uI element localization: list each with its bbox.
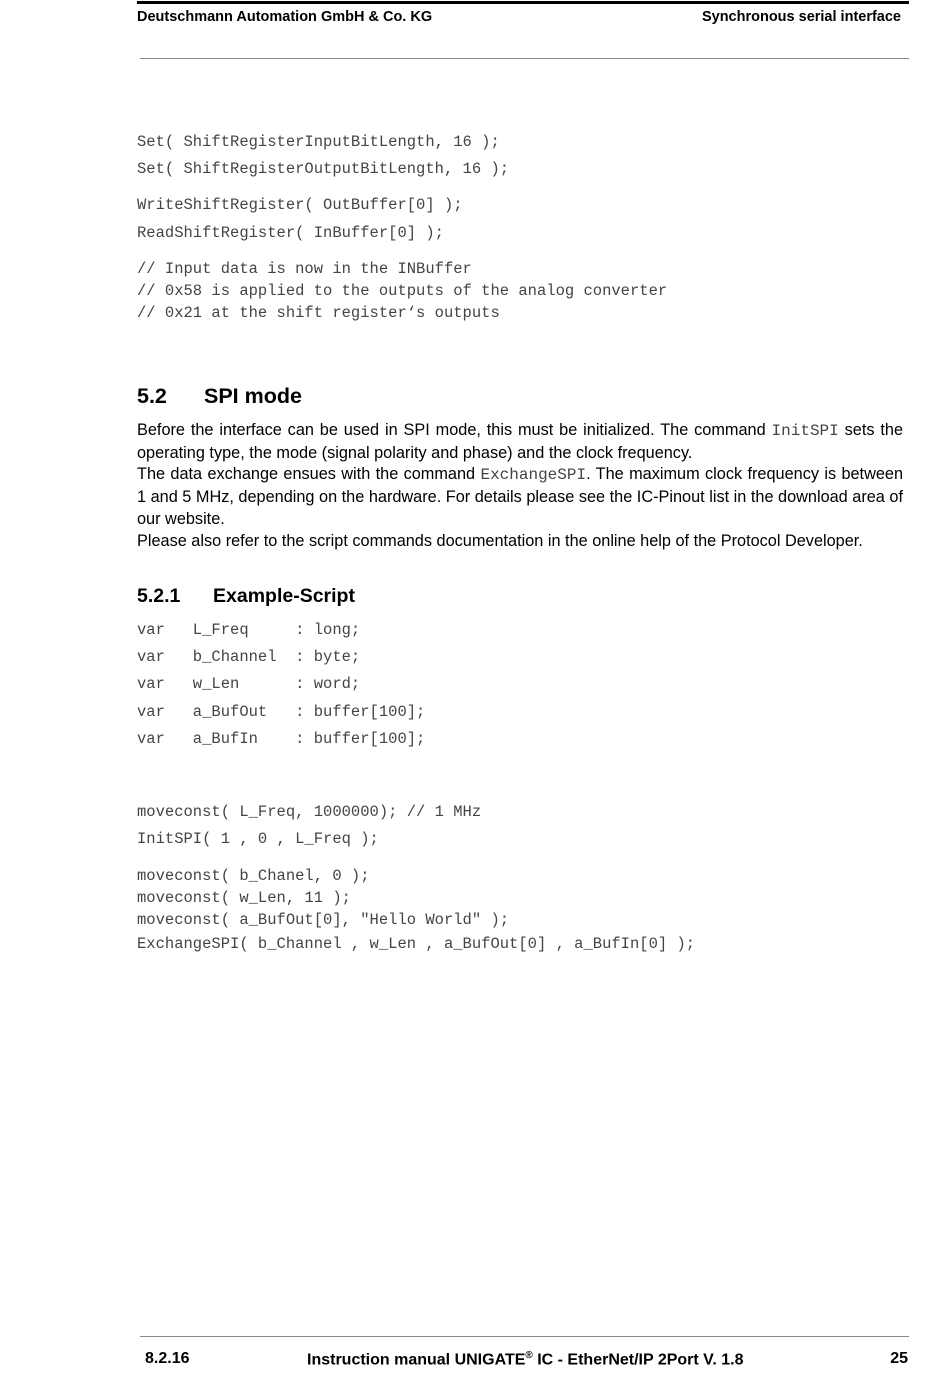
paragraph: Before the interface can be used in SPI mode, this must be initialized. The command InitSPI sets the operating type, the mode (signal polarity and phase) and the clock frequency. [137,421,903,462]
footer-page-number: 25 [890,1350,908,1367]
section-body [137,420,903,552]
header-chapter: Synchronous serial interface [701,9,901,25]
code-line: Set( ShiftRegisterInputBitLength, 16 ); [137,133,500,151]
code-line: moveconst( w_Len, 11 ); [137,889,351,907]
inline-command: InitSPI [771,422,839,440]
subsection-heading [137,585,355,608]
subsection-title: Example-Script [213,585,355,607]
code-line: Set( ShiftRegisterOutputBitLength, 16 ); [137,160,510,178]
code-comment: // 0x58 is applied to the outputs of the analog converter [137,282,668,300]
paragraph: The data exchange ensues with the command ExchangeSPI. The maximum clock frequency is between 1 and 5 MHz, depending on the hardware. For details please see the IC-Pinout list in the download area of our website. [137,465,904,528]
code-line: var w_Len : word; [137,675,361,693]
code-line: moveconst( b_Chanel, 0 ); [137,867,370,885]
code-line: InitSPI( 1 , 0 , L_Freq ); [137,830,379,848]
code-line: ReadShiftRegister( InBuffer[0] ); [137,224,444,242]
footer-manual-title: Instruction manual UNIGATE® IC - EtherNet/IP 2Port V. 1.8 [307,1350,744,1369]
code-line: var L_Freq : long; [137,621,361,639]
code-line: ExchangeSPI( b_Channel , w_Len , a_BufOut[0] , a_BufIn[0] ); [137,935,696,953]
code-line: var b_Channel : byte; [137,648,361,666]
code-line: var a_BufIn : buffer[100]; [137,730,426,748]
header-company: Deutschmann Automation GmbH & Co. KG [137,9,433,25]
section-title: SPI mode [204,384,302,408]
inline-command: ExchangeSPI [480,466,587,485]
header-divider [140,58,909,59]
code-line: WriteShiftRegister( OutBuffer[0] ); [137,196,463,214]
paragraph: Please also refer to the script commands documentation in the online help of the Protocol Developer. [137,531,863,550]
code-line: moveconst( a_BufOut[0], "Hello World" ); [137,911,510,929]
footer-divider [140,1336,909,1337]
footer-date: 8.2.16 [145,1350,190,1367]
code-line: moveconst( L_Freq, 1000000); // 1 MHz [137,803,482,821]
code-line: var a_BufOut : buffer[100]; [137,703,426,721]
section-heading [137,384,302,409]
section-number: 5.2 [137,384,167,408]
header-top-rule [137,1,909,4]
code-comment: // 0x21 at the shift register‘s outputs [137,304,500,322]
code-comment: // Input data is now in the INBuffer [137,260,472,278]
subsection-number: 5.2.1 [137,585,181,607]
